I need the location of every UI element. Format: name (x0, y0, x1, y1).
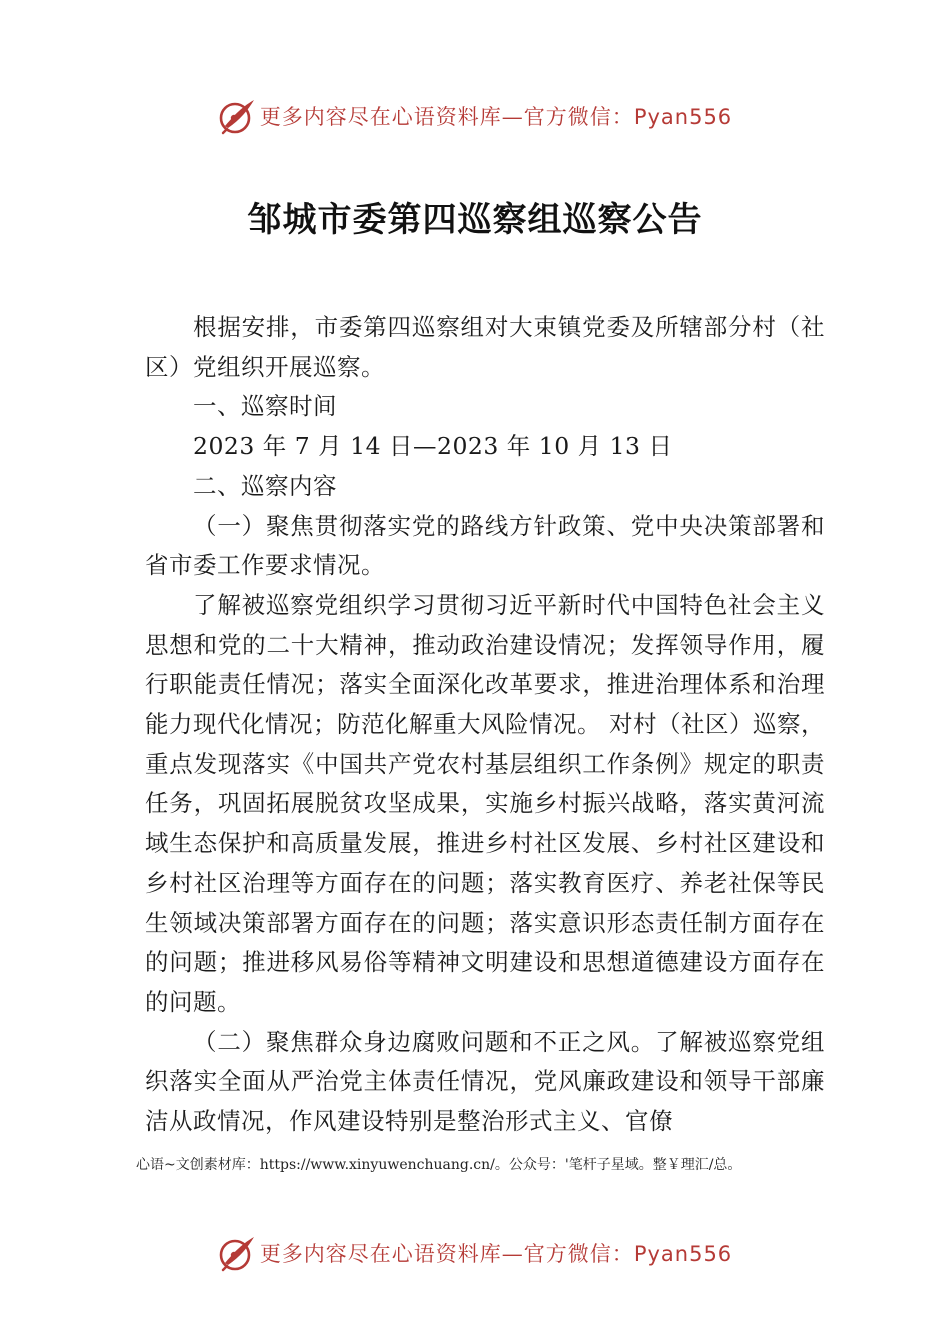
wechat-id: Pyan556 (633, 105, 733, 129)
paragraph: （二）聚焦群众身边腐败问题和不正之风。了解被巡察党组织落实全面从严治党主体责任情况，党风廉政建设和领导干部廉洁从政情况，作风建设特别是整治形式主义、官僚 (145, 1027, 825, 1136)
paragraph: 2023 年 7 月 14 日—2023 年 10 月 13 日 (193, 432, 673, 461)
wechat-id: Pyan556 (633, 1242, 733, 1266)
banner-text: 更多内容尽在心语资料库—官方微信：Pyan556 (259, 105, 733, 129)
section-heading: 一、巡察时间 (193, 392, 337, 421)
footer-note: 心语~文创素材库：https://www.xinyuwenchuang.cn/。公众号：'笔杆子星域。整￥理汇/总。 (136, 1157, 742, 1173)
banner-text: 更多内容尽在心语资料库—官方微信：Pyan556 (259, 1242, 733, 1266)
logo-icon (218, 96, 258, 136)
header-banner (0, 92, 950, 140)
document-body (145, 308, 825, 1142)
paragraph: 了解被巡察党组织学习贯彻习近平新时代中国特色社会主义思想和党的二十大精神，推动政治建设情况；发挥领导作用，履行职能责任情况；落实全面深化改革要求，推进治理体系和治理能力现代化情况；防范化解重大风险情况。 对村（社区）巡察，重点发现落实《中国共产党农村基层组织工作条例》规定的职责任务，巩固拓展脱贫攻坚成果，实施乡村振兴战略，落实黄河流域生态保护和高质量发展，推进乡村社区发展、乡村社区建设和乡村社区治理等方面存在的问题；落实教育医疗、养老社保等民生领域决策部署方面存在的问题；落实意识形态责任制方面存在的问题；推进移风易俗等精神文明建设和思想道德建设方面存在的问题。 (145, 590, 825, 1016)
document-title: 邹城市委第四巡察组巡察公告 (247, 200, 703, 240)
section-heading: 二、巡察内容 (193, 471, 337, 500)
paragraph: （一）聚焦贯彻落实党的路线方针政策、党中央决策部署和省市委工作要求情况。 (145, 511, 825, 580)
logo-icon (218, 1233, 258, 1273)
footer-banner (0, 1229, 950, 1277)
paragraph: 根据安排，市委第四巡察组对大束镇党委及所辖部分村（社区）党组织开展巡察。 (145, 313, 825, 381)
